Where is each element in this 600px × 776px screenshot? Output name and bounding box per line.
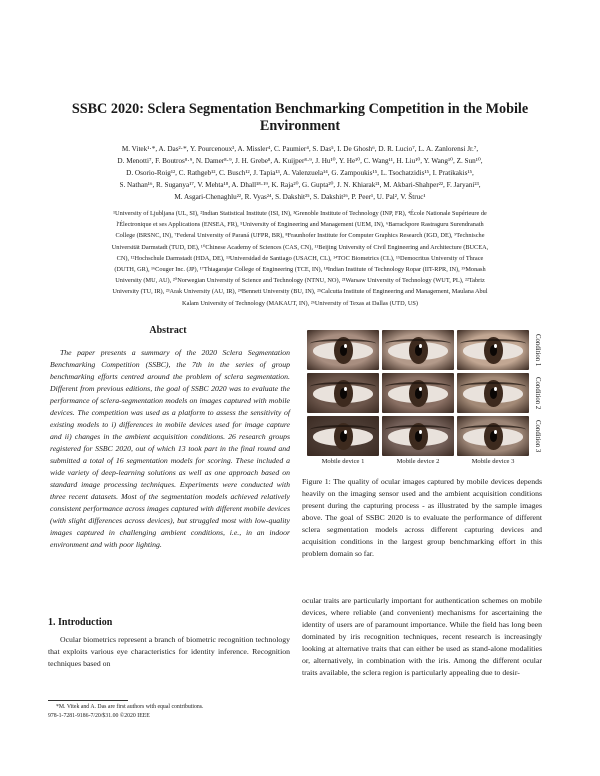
author-list: [50, 143, 550, 203]
affiliation-line: College (BRSNC, IN), ⁷Federal University of Paraná (UFPR, BR), ⁸Fraunhofer Institute for Computer Graphics Research (IGD, DE), ⁹Technische: [115, 232, 485, 240]
abstract-heading: Abstract: [149, 325, 187, 336]
affiliation-line: University (TU, IR), ²³Arak University (AU, IR), ²⁴Bennett University (BU, IN), ²⁵Calcutta Institute of Engineering and Management, Maulana Abul: [112, 288, 488, 296]
condition-label: Condition 2: [534, 377, 541, 410]
affiliation-line: CN), ¹²Hochschule Darmstadt (HDA, DE), ¹³Universidad de Santiago (USACH, CL), ¹⁴TOC Biometrics (CL), ¹⁵Democritus University of Thrace: [116, 254, 484, 262]
device-label: Mobile device 2: [396, 458, 440, 465]
copyright-notice: 978-1-7281-9186-7/20/$31.00 ©2020 IEEE: [48, 713, 150, 719]
eye-sample-image: [457, 330, 529, 370]
body-text-right-column: ocular traits are particularly important for authentication schemes on mobile devices, where reliable (and convenient) mechanisms for ascertaining the identity of users are of paramount importance. While the field has long been dominated by iris recognition techniques, recent research is increasingly looking at alternative traits that can either be used as stand-alone modalities or, alternatively, in combination with the iris. Among the different ocular traits available, the sclera region is particularly appealing due to desir-: [302, 596, 542, 677]
introduction-heading: 1. Introduction: [48, 617, 113, 628]
affiliation-line: University (MU, AU), ²⁰Norwegian University of Science and Technology (NTNU, NO), ²¹Warsaw University of Technology (WUT, PL), ²²Tabriz: [115, 277, 485, 285]
condition-label: Condition 1: [534, 334, 541, 367]
title-line-2: Environment: [259, 118, 341, 134]
paper-title: [40, 101, 560, 135]
eye-sample-image: [307, 373, 379, 413]
footnote: *M. Vitek and A. Das are first authors with equal contributions.: [56, 704, 204, 710]
author-line: S. Nathan¹⁶, R. Suganya¹⁷, V. Mehta¹⁸, A. Dhall¹⁸·¹⁹, K. Raja²⁰, G. Gupta²⁰, J. N. Khiarak²¹, M. Akbari-Shahper²², F. Jaryani²³,: [119, 181, 481, 189]
affiliation-line: Universität Darmstadt (TUD, DE), ¹⁰Chinese Academy of Sciences (CAS, CN), ¹¹Beijing University of Civil Engineering and Architecture (BUCEA,: [111, 243, 489, 251]
author-line: M. Vitek¹·*, A. Das²·*, Y. Pourcenoux³, A. Missler⁴, C. Paumier⁴, S. Das⁵, I. De Ghosh⁶, D. R. Lucio⁷, L. A. Zanlorensi Jr.⁷,: [121, 145, 479, 153]
eye-sample-image: [382, 330, 454, 370]
author-line: M. Asgari-Chenaghlu²², R. Vyas²⁴, S. Dakshit²⁵, S. Dakshit²⁶, P. Peer¹, U. Pal², V. Štruc¹: [174, 193, 426, 201]
device-label: Mobile device 3: [471, 458, 515, 465]
eye-sample-image: [307, 330, 379, 370]
affiliation-line: Kalam University of Technology (MAKAUT, IN), ²⁶University of Texas at Dallas (UTD, US): [182, 299, 418, 307]
introduction-text: Ocular biometrics represent a branch of biometric recognition technology that exploits various eye characteristics for identity inference. Recognition techniques based on: [48, 635, 290, 668]
author-line: D. Osorio-Roig¹², C. Rathgeb¹², C. Busch¹², J. Tapia¹³, A. Valenzuela¹⁴, G. Zampoukis¹⁵, L. Tsochatzidis¹⁵, I. Pratikakis¹⁵,: [126, 169, 474, 177]
footnote-divider: [48, 700, 128, 701]
abstract-text: The paper presents a summary of the 2020 Sclera Segmentation Benchmarking Competition (SSBC), the 7th in the series of group benchmarking efforts centred around the problem of sclera segmentation. Different from previous editions, the goal of SSBC 2020 was to evaluate the performance of sclera-segmentation models on images captured with mobile devices. The competition was used as a platform to assess the sensitivity of existing models to i) differences in mobile devices used for image capture and ii) changes in the ambient acquisition conditions. 26 research groups registered for SSBC 2020, out of which 13 took part in the final round and submitted a total of 16 segmentation models for scoring. These included a wide variety of deep-learning solutions as well as one approach based on standard image processing techniques. Experiments were conducted with three recent datasets. Most of the segmentation models achieved relatively consistent performance across images captured with different mobile devices (with slight differences across devices), but struggled most with low-quality images captured in challenging ambient conditions, i.e., in an indoor environment and with poor lighting.: [50, 348, 290, 549]
affiliation-line: l'Électronique et ses Applications (ENSEA, FR), ⁵University of Engineering and Management (UEM, IN), ⁶Barrackpore Rastraguru Surendranath: [116, 221, 484, 229]
device-label: Mobile device 1: [321, 458, 365, 465]
title-line-1: SSBC 2020: Sclera Segmentation Benchmarking Competition in the Mobile: [71, 101, 529, 117]
affiliation-line: (DUTH, GR), ¹⁶Couger Inc. (JP), ¹⁷Thiagarajar College of Engineering (TCE, IN), ¹⁸Indian Institute of Technology Ropar (IIT-RPR, IN), ¹⁹Monash: [114, 266, 486, 274]
eye-sample-image: [457, 416, 529, 456]
eye-sample-image: [307, 416, 379, 456]
eye-sample-image: [457, 373, 529, 413]
eye-sample-image: [382, 416, 454, 456]
figure-image-grid: [307, 330, 529, 456]
eye-sample-image: [382, 373, 454, 413]
affiliation-line: ¹University of Ljubljana (UL, SI), ²Indian Statistical Institute (ISI, IN), ³Grenoble Institute of Technology (INP, FR), ⁴École Nationale Supérieure de: [113, 210, 487, 217]
condition-label: Condition 3: [534, 420, 541, 453]
figure-caption: Figure 1: The quality of ocular images captured by mobile devices depends heavily on the imaging sensor used and the ambient acquisition conditions present during the capturing process - as illustrated by the sample images above. The goal of SSBC 2020 is to evaluate the performance of different sclera segmentation models across different capturing devices and acquisition conditions in the largest group benchmarking effort in this problem domain so far.: [302, 477, 542, 558]
affiliation-list: [60, 208, 540, 309]
author-line: D. Menotti⁷, F. Boutros⁸·⁹, N. Damer⁸·⁹, J. H. Grebe⁸, A. Kuijper⁸·⁹, J. Hu¹⁰, Y. He¹⁰, C. Wang¹¹, H. Liu¹⁰, Y. Wang¹⁰, Z. Sun¹⁰,: [117, 157, 483, 165]
